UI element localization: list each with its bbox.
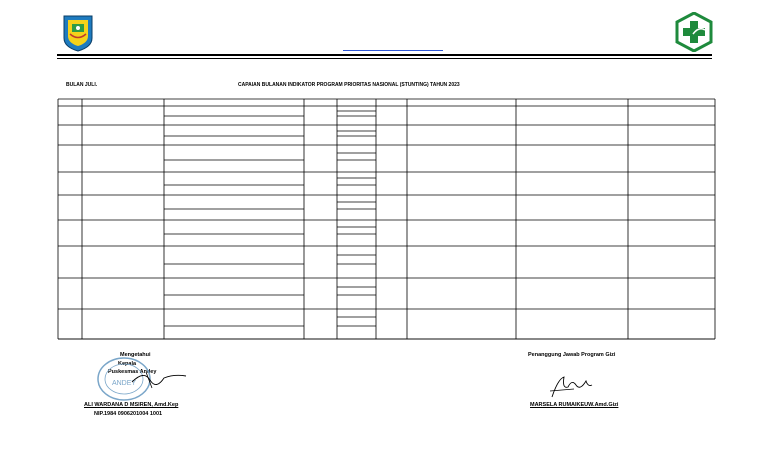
head-name: ALI WARDANA D MSIREN, Amd.Kep (84, 402, 179, 408)
report-month: BULAN JULI. (66, 82, 98, 88)
report-title: CAPAIAN BULANAN INDIKATOR PROGRAM PRIORITAS NASIONAL (STUNTING) TAHUN 2023 (238, 82, 460, 88)
acknowledged-label: Mengetahui (120, 352, 151, 358)
puskesmas-label: Puskesmas Andey (108, 369, 157, 375)
head-nip: NIP.1984 0906201004 1001 (94, 411, 163, 417)
nutrition-pic-name: MARSELA RUMAIKEUW.Amd.Gizi (530, 402, 619, 408)
nutrition-pic-label: Penanggung Jawab Program Gizi (528, 352, 616, 358)
stamp-text: ANDEY (111, 380, 137, 387)
head-label: Kepala (118, 361, 137, 367)
handwritten-signature-left-icon (130, 368, 188, 390)
handwritten-signature-right-icon (548, 373, 594, 401)
